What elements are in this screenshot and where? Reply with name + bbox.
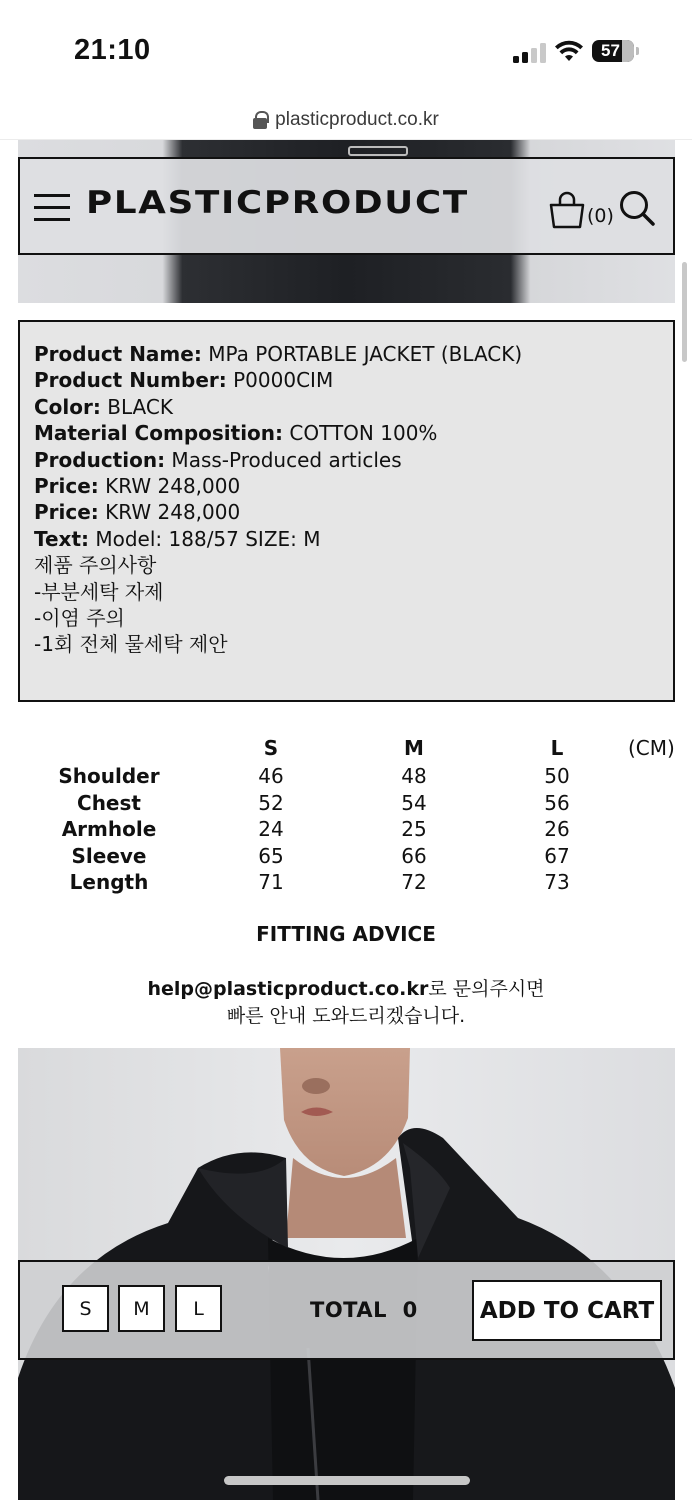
size-row-length [0,870,692,896]
size-value: 50 [544,764,570,788]
cellular-signal-icon [513,43,547,63]
row-label: Shoulder [58,764,160,788]
size-option-m[interactable]: M [118,1285,165,1332]
fitting-advice-contact [0,976,692,1030]
site-logo[interactable]: PLASTICPRODUCT [86,185,469,221]
size-header-row [0,736,692,762]
status-bar [0,0,692,100]
size-option-s[interactable]: S [62,1285,109,1332]
size-value: 72 [401,870,427,894]
size-value: 52 [258,791,284,815]
care-item: -1회 전체 물세탁 제안 [34,632,228,657]
site-header [18,157,675,255]
lock-icon [253,111,267,129]
total-value: 0 [402,1298,418,1322]
row-label: Armhole [61,817,157,841]
row-label: Length [69,870,149,894]
battery-tip [636,47,639,55]
add-to-cart-button[interactable]: ADD TO CART [472,1280,662,1341]
care-item: -이염 주의 [34,606,125,631]
size-header-m: M [404,736,424,760]
shopping-bag-icon [548,191,586,229]
contact-line1: 로 문의주시면 [428,978,545,1000]
wifi-icon [554,39,584,63]
clock: 21:10 [74,34,151,66]
size-row-shoulder [0,764,692,790]
info-color: Color: BLACK [34,394,173,419]
info-price: Price: KRW 248,000 [34,474,241,499]
total-display [310,1298,418,1322]
care-item: -부분세탁 자제 [34,579,164,604]
size-value: 73 [544,870,570,894]
size-row-armhole [0,817,692,843]
size-row-chest [0,791,692,817]
battery-level: 57 [601,41,620,60]
info-material: Material Composition: COTTON 100% [34,421,438,446]
purchase-bar [18,1260,675,1360]
product-info-panel [18,320,675,702]
info-product-number: Product Number: P0000CIM [34,368,334,393]
info-price-2: Price: KRW 248,000 [34,500,241,525]
url-text: plasticproduct.co.kr [275,108,439,130]
size-unit: (CM) [628,736,675,760]
size-value: 71 [258,870,284,894]
info-text: Text: Model: 188/57 SIZE: M [34,526,321,551]
scrollbar[interactable] [682,262,687,362]
size-row-sleeve [0,844,692,870]
home-indicator[interactable] [224,1476,470,1485]
cart-count: (0) [587,205,614,227]
total-label: TOTAL [310,1298,388,1322]
row-label: Sleeve [71,844,147,868]
size-value: 54 [401,791,427,815]
size-header-l: L [550,736,564,760]
battery-icon [592,40,634,62]
size-value: 46 [258,764,284,788]
hamburger-menu-icon[interactable] [34,194,70,222]
size-value: 65 [258,844,284,868]
size-value: 67 [544,844,570,868]
size-value: 56 [544,791,570,815]
info-product-name: Product Name: MPa PORTABLE JACKET (BLACK) [34,342,523,366]
info-production: Production: Mass-Produced articles [34,447,402,472]
size-header-s: S [263,736,279,760]
size-value: 24 [258,817,284,841]
address-bar[interactable] [0,100,692,140]
size-value: 66 [401,844,427,868]
fitting-advice-title: FITTING ADVICE [256,922,436,946]
care-title: 제품 주의사항 [34,553,157,578]
row-label: Chest [77,791,141,815]
belt-buckle [348,146,408,156]
search-icon[interactable] [618,189,656,227]
contact-line2: 빠른 안내 도와드리겠습니다. [226,1005,466,1027]
size-value: 25 [401,817,427,841]
size-value: 26 [544,817,570,841]
cart-button[interactable] [548,189,614,229]
size-option-l[interactable]: L [175,1285,222,1332]
size-value: 48 [401,764,427,788]
contact-email-link[interactable]: help@plasticproduct.co.kr [147,978,429,1000]
